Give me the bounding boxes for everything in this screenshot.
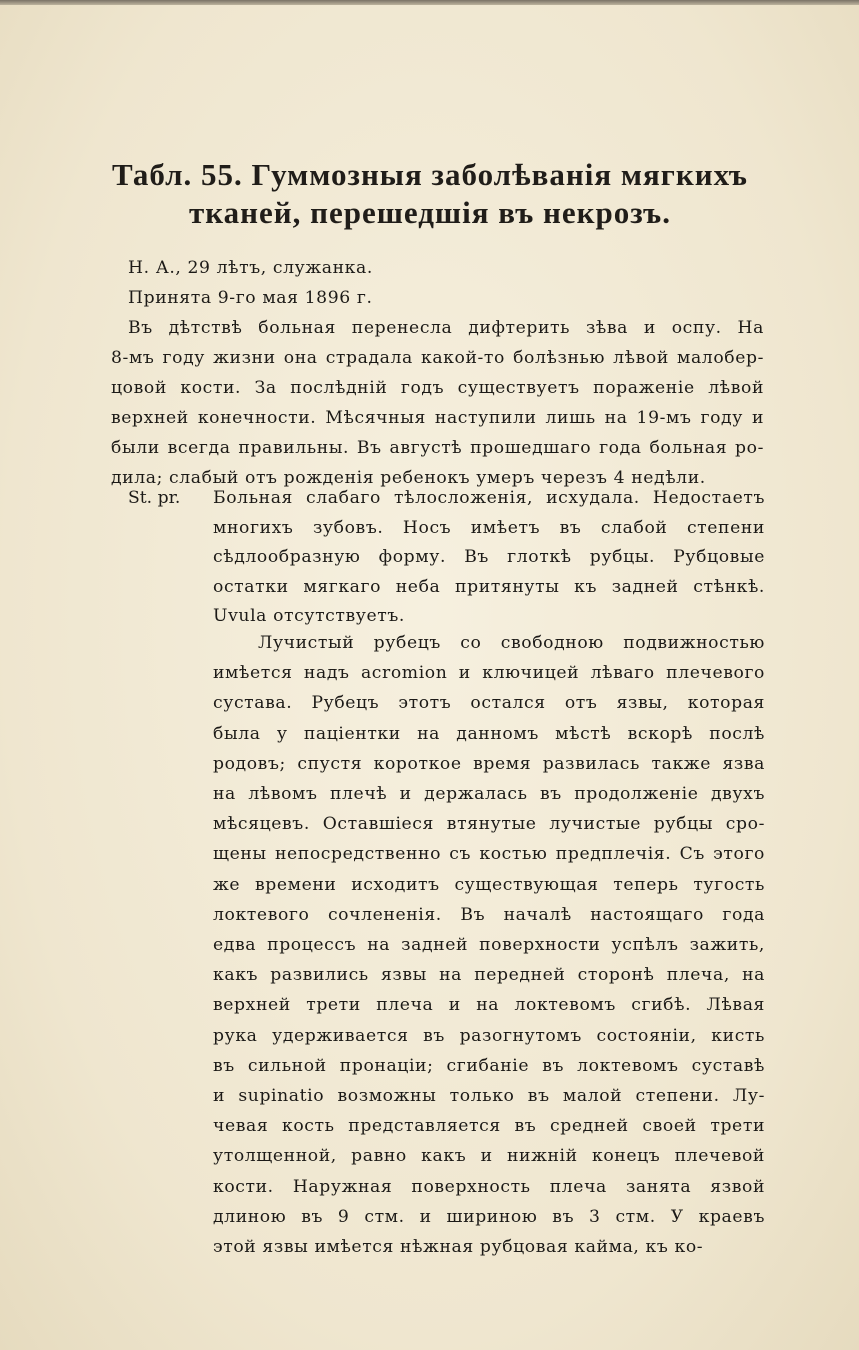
text-line: Лучистый рубецъ со свободною подвижностью	[258, 633, 765, 653]
text-line: кости. Наружная поверхность плеча занята язвой	[213, 1176, 765, 1197]
text-line: рука удерживается въ разогнутомъ состояніи, кисть	[213, 1025, 765, 1046]
text-line: 8-мъ году жизни она страдала какой-то болѣзнью лѣвой малобер-	[111, 348, 764, 368]
text-line: мѣсяцевъ. Оставшіеся втянутые лучистые рубцы сро-	[213, 814, 765, 835]
text-line: цовой кости. За послѣдній годъ существуетъ пораженіе лѣвой	[111, 378, 764, 398]
text-line: дила; слабый отъ рожденія ребенокъ умеръ черезъ 4 недѣли.	[111, 468, 706, 488]
text-line: на лѣвомъ плечѣ и держалась въ продолженіе двухъ	[213, 784, 765, 804]
text-line: чевая кость представляется въ средней своей трети	[213, 1116, 765, 1137]
text-line: верхней трети плеча и на локтевомъ сгибѣ. Лѣвая	[213, 995, 765, 1016]
text-line: Uvula отсутствуетъ.	[213, 606, 405, 626]
text-line: какъ развились язвы на передней сторонѣ плеча, на	[213, 965, 765, 986]
page-top-edge	[0, 0, 859, 5]
text-line: остатки мягкаго неба притянуты къ задней стѣнкѣ.	[213, 576, 765, 597]
text-line: были всегда правильны. Въ августѣ прошедшаго года больная ро-	[111, 438, 764, 458]
text-line: родовъ; спустя короткое время развилась также язва	[213, 753, 765, 774]
text-line: въ сильной пронаціи; сгибаніе въ локтевомъ суставѣ	[213, 1055, 765, 1076]
text-line: сѣдлообразную форму. Въ глоткѣ рубцы. Рубцовые	[213, 547, 765, 567]
text-line: многихъ зубовъ. Носъ имѣетъ въ слабой степени	[213, 517, 765, 538]
text-line: щены непосредственно съ костью предплечія. Съ этого	[213, 844, 765, 865]
intro-admission: Принята 9-го мая 1896 г.	[128, 288, 373, 308]
page-title	[60, 156, 800, 232]
text-line: утолщенной, равно какъ и нижній конецъ плечевой	[213, 1146, 765, 1167]
text-line: едва процессъ на задней поверхности успѣлъ зажить,	[213, 935, 765, 955]
text-line: верхней конечности. Мѣсячныя наступили лишь на 19-мъ году и	[111, 408, 764, 428]
status-label: St. pr.	[128, 488, 181, 508]
title-line-2: тканей, перешедшія въ некрозъ.	[189, 195, 671, 230]
intro-patient: Н. А., 29 лѣтъ, служанка.	[128, 258, 373, 278]
text-line: была у паціентки на данномъ мѣстѣ вскорѣ послѣ	[213, 723, 765, 744]
text-line: этой язвы имѣется нѣжная рубцовая кайма, къ ко-	[213, 1237, 704, 1257]
title-line-1: Табл. 55. Гуммозныя заболѣванія мягкихъ	[112, 157, 748, 192]
text-line: же времени исходитъ существующая теперь тугость	[213, 874, 765, 895]
text-line: локтевого сочлененія. Въ началѣ настоящаго года	[213, 904, 765, 925]
text-line: сустава. Рубецъ этотъ остался отъ язвы, которая	[213, 693, 765, 714]
text-line: Больная слабаго тѣлосложенія, исхудала. Недостаетъ	[213, 488, 765, 508]
text-line: длиною въ 9 стм. и шириною въ 3 стм. У краевъ	[213, 1206, 765, 1227]
text-line: и supinatio возможны только въ малой степени. Лу-	[213, 1086, 765, 1106]
text-line: Въ дѣтствѣ больная перенесла дифтерить зѣва и оспу. На	[128, 318, 764, 338]
text-line: имѣется надъ acromion и ключицей лѣваго плечевого	[213, 663, 765, 684]
